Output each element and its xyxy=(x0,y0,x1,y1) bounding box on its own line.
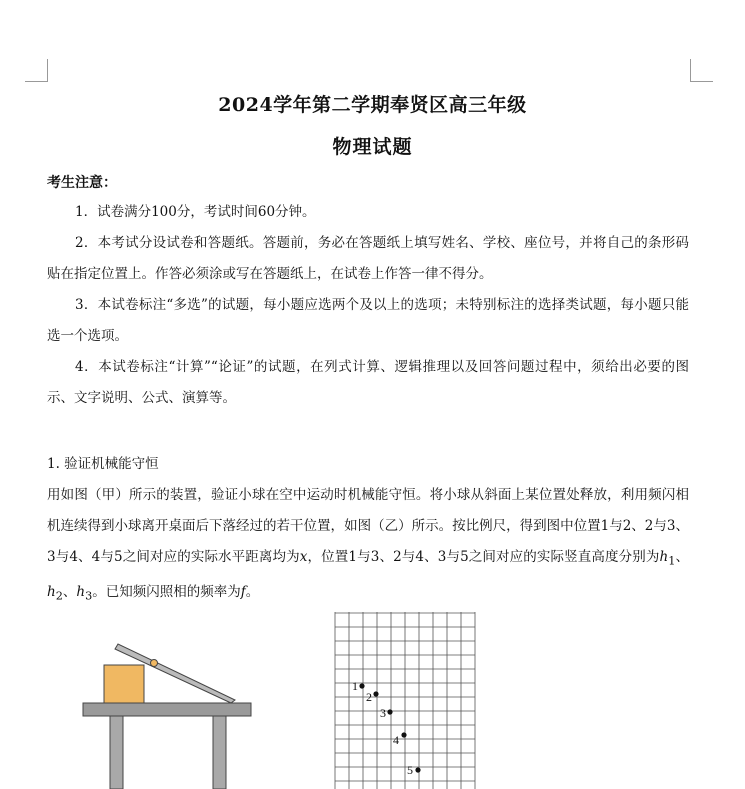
grid-lines xyxy=(335,612,475,789)
note-item-3: 3．本试卷标注“多选”的试题，每小题应选两个及以上的选项；未特别标注的选择类试题，每小题只能选一个选项。 xyxy=(47,297,689,344)
note-item-4: 4．本试卷标注“计算”“论证”的试题，在列式计算、逻辑推理以及回答问题过程中，须给出必要的图示、文字说明、公式、演算等。 xyxy=(47,359,689,406)
figure-apparatus xyxy=(75,640,265,789)
note-item-2: 2．本考试分设试卷和答题纸。答题前，务必在答题纸上填写姓名、学校、座位号，并将自己的条形码贴在指定位置上。作答必须涂或写在答题纸上，在试卷上作答一律不得分。 xyxy=(47,235,689,282)
ball-position-3 xyxy=(387,709,392,714)
position-label-3: 3 xyxy=(380,706,386,720)
figure-stroboscopic-grid xyxy=(334,612,476,789)
table-top xyxy=(83,703,251,716)
exam-subject: 物理试题 xyxy=(332,136,413,158)
table-leg-left xyxy=(110,716,123,789)
ball-position-5 xyxy=(415,767,420,772)
support-block xyxy=(104,665,144,703)
position-label-5: 5 xyxy=(407,763,413,777)
position-label-4: 4 xyxy=(393,733,399,747)
exam-title: 2024学年第二学期奉贤区高三年级 xyxy=(218,94,527,116)
position-label-1: 1 xyxy=(352,679,358,693)
ball xyxy=(151,660,158,667)
position-label-2: 2 xyxy=(366,690,372,704)
notes-heading: 考生注意： xyxy=(47,175,117,191)
ball-position-1 xyxy=(359,683,364,688)
ball-position-4 xyxy=(401,732,406,737)
question-1-heading: 1. 验证机械能守恒 xyxy=(47,456,159,472)
ball-position-2 xyxy=(373,691,378,696)
page-corner-mark-top-left xyxy=(25,59,48,82)
question-1-body: 用如图（甲）所示的装置，验证小球在空中运动时机械能守恒。将小球从斜面上某位置处释放，利用频闪相机连续得到小球离开桌面后下落经过的若干位置，如图（乙）所示。按比例尺，得到图中位置1与2、2与3、3与4、4与5之间对应的实际水平距离均为x，位置1与3、2与4、3与5之间对应的实际竖直高度分别为$h_1$、$h_2$、$h_3$。已知频闪照相的频率为f。 xyxy=(47,487,689,603)
page-corner-mark-top-right xyxy=(690,59,713,82)
note-item-1: 1．试卷满分100分，考试时间60分钟。 xyxy=(75,204,316,220)
table-leg-right xyxy=(213,716,226,789)
